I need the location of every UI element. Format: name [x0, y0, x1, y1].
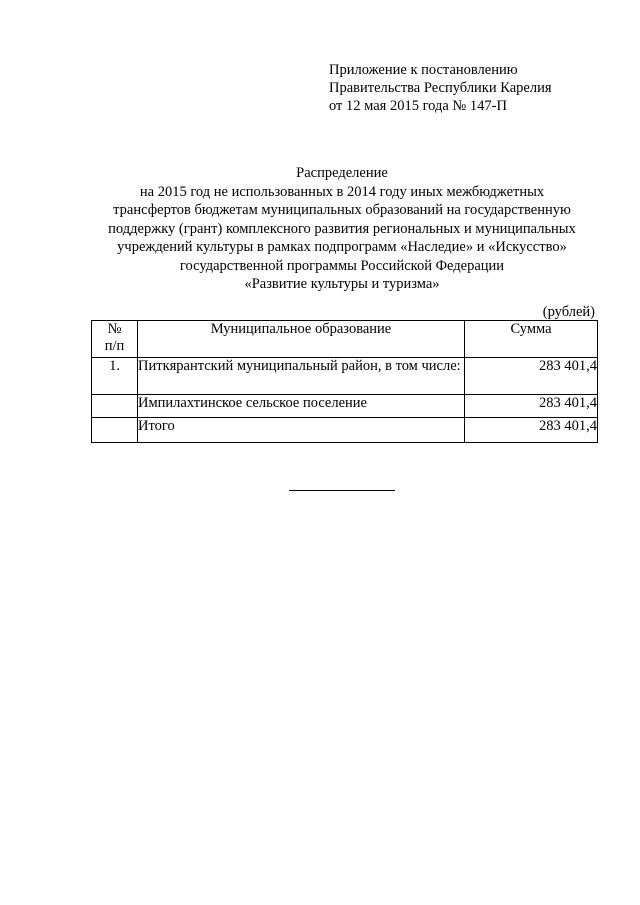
distribution-table [91, 320, 598, 443]
end-divider-line [289, 490, 395, 491]
table-row [92, 395, 598, 418]
document-title [80, 164, 604, 294]
row-municipality: Импилахтинское сельское поселение [138, 395, 465, 418]
appendix-header [329, 61, 552, 115]
title-line-4: учреждений культуры в рамках подпрограмм «Наследие» и «Искусство» [117, 239, 567, 255]
row-sum: 283 401,4 [465, 358, 598, 395]
header-number [92, 321, 138, 358]
title-heading: Распределение [296, 165, 388, 181]
title-line-5: государственной программы Российской Федерации [179, 257, 505, 274]
table-row-total [92, 418, 598, 443]
title-line-2: трансфертов бюджетам муниципальных образований на государственную [113, 202, 571, 218]
header-sum: Сумма [465, 321, 598, 358]
header-municipality: Муниципальное образование [138, 321, 465, 358]
table-header-row [92, 321, 598, 358]
title-line-6: «Развитие культуры и туризма» [244, 276, 440, 292]
table-row [92, 358, 598, 395]
appendix-line-2: Правительства Республики Карелия [329, 80, 552, 96]
appendix-line-1: Приложение к постановлению [329, 62, 518, 78]
row-sum: 283 401,4 [465, 395, 598, 418]
row-municipality: Питкярантский муниципальный район, в том числе: [138, 358, 465, 395]
appendix-line-3: от 12 мая 2015 года № 147-П [329, 98, 507, 114]
row-municipality: Итого [138, 418, 465, 443]
row-number [92, 418, 138, 443]
unit-label: (рублей) [542, 304, 595, 320]
row-number: 1. [92, 358, 138, 395]
header-number-line-1: № [107, 321, 122, 337]
title-line-3: поддержку (грант) комплексного развития региональных и муниципальных [108, 220, 576, 237]
header-number-line-2: п/п [104, 338, 125, 354]
title-line-1: на 2015 год не использованных в 2014 году иных межбюджетных [139, 183, 545, 200]
row-sum: 283 401,4 [465, 418, 598, 443]
row-number [92, 395, 138, 418]
